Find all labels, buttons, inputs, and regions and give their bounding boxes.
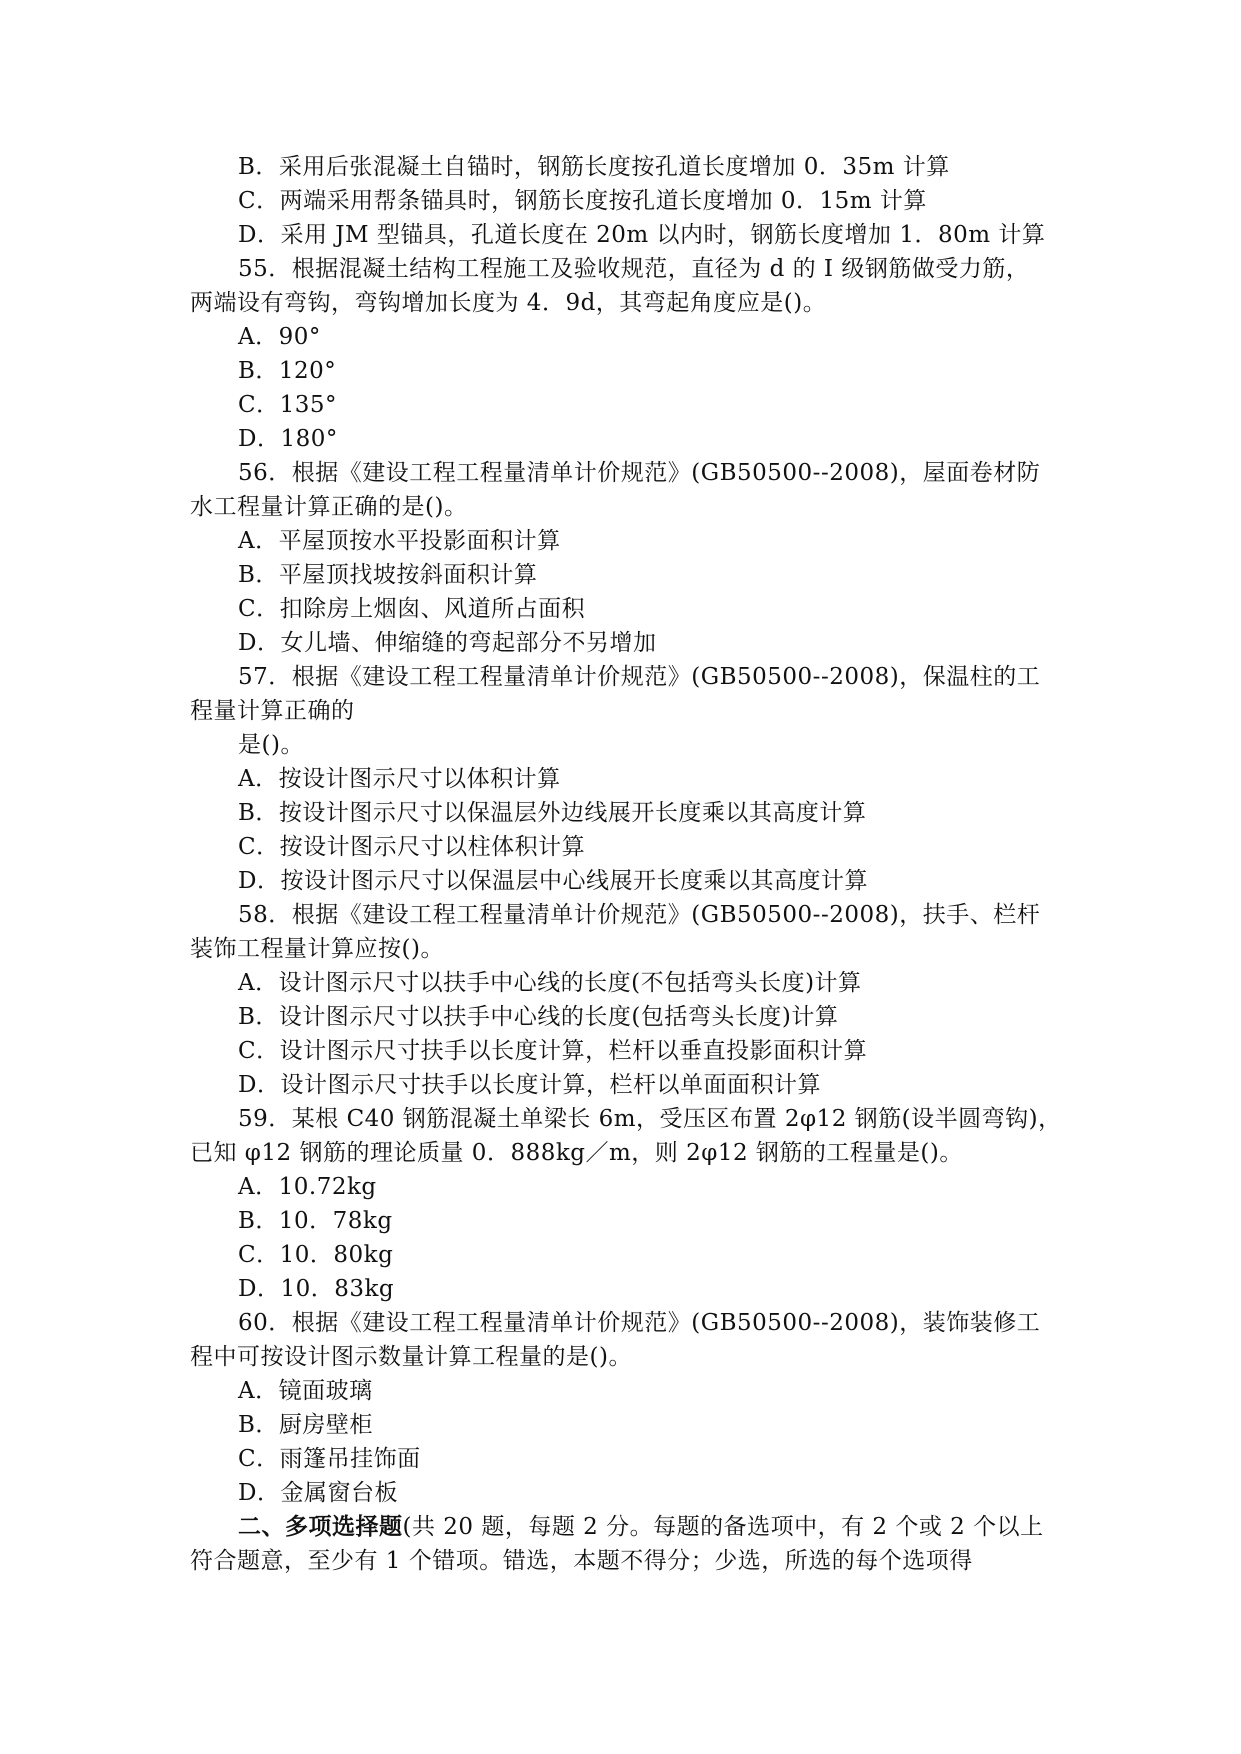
option-59-b: B．10．78kg (238, 1208, 393, 1234)
question-58-stem-cont: 装饰工程量计算应按()。 (190, 936, 444, 962)
option-59-a: A．10.72kg (238, 1174, 377, 1200)
question-58-stem: 58．根据《建设工程工程量清单计价规范》(GB50500--2008)，扶手、栏杆 (238, 902, 1041, 928)
option-59-c: C．10．80kg (238, 1242, 394, 1268)
document-body (190, 150, 1070, 1578)
question-56-stem: 56．根据《建设工程工程量清单计价规范》(GB50500--2008)，屋面卷材防 (238, 460, 1041, 486)
option-54-b: B．采用后张混凝土自锚时，钢筋长度按孔道长度增加 0．35m 计算 (238, 154, 950, 180)
question-55-stem-cont: 两端设有弯钩，弯钩增加长度为 4．9d，其弯起角度应是()。 (190, 290, 827, 316)
option-55-a: A．90° (238, 324, 321, 350)
option-58-c: C．设计图示尺寸扶手以长度计算，栏杆以垂直投影面积计算 (238, 1038, 868, 1064)
section-heading-line (190, 1510, 1070, 1544)
option-55-d: D．180° (238, 426, 338, 452)
question-60-stem-cont: 程中可按设计图示数量计算工程量的是()。 (190, 1344, 632, 1370)
option-57-b: B．按设计图示尺寸以保温层外边线展开长度乘以其高度计算 (238, 800, 867, 826)
option-56-d: D．女儿墙、伸缩缝的弯起部分不另增加 (238, 630, 657, 656)
option-57-c: C．按设计图示尺寸以柱体积计算 (238, 834, 586, 860)
option-60-d: D．金属窗台板 (238, 1480, 398, 1506)
option-60-a: A．镜面玻璃 (238, 1378, 373, 1404)
question-56-stem-cont: 水工程量计算正确的是()。 (190, 494, 468, 520)
option-58-a: A．设计图示尺寸以扶手中心线的长度(不包括弯头长度)计算 (238, 970, 862, 996)
option-59-d: D．10．83kg (238, 1276, 395, 1302)
section-instructions: (共 20 题，每题 2 分。每题的备选项中，有 2 个或 2 个以上 (402, 1514, 1044, 1540)
question-57-stem-end: 是()。 (238, 732, 304, 758)
question-59-stem-cont: 已知 φ12 钢筋的理论质量 0．888kg／m，则 2φ12 钢筋的工程量是()。 (190, 1140, 963, 1166)
question-55-stem: 55．根据混凝土结构工程施工及验收规范，直径为 d 的 I 级钢筋做受力筋， (238, 256, 1030, 282)
option-58-b: B．设计图示尺寸以扶手中心线的长度(包括弯头长度)计算 (238, 1004, 839, 1030)
option-56-b: B．平屋顶找坡按斜面积计算 (238, 562, 538, 588)
option-57-d: D．按设计图示尺寸以保温层中心线展开长度乘以其高度计算 (238, 868, 868, 894)
question-57-stem-cont: 程量计算正确的 (190, 698, 355, 724)
question-59-stem: 59．某根 C40 钢筋混凝土单梁长 6m，受压区布置 2φ12 钢筋(设半圆弯钩)， (238, 1106, 1062, 1132)
option-55-c: C．135° (238, 392, 337, 418)
question-57-stem: 57．根据《建设工程工程量清单计价规范》(GB50500--2008)，保温柱的工 (238, 664, 1041, 690)
option-54-d: D．采用 JM 型锚具，孔道长度在 20m 以内时，钢筋长度增加 1．80m 计算 (238, 222, 1046, 248)
option-57-a: A．按设计图示尺寸以体积计算 (238, 766, 561, 792)
option-60-c: C．雨篷吊挂饰面 (238, 1446, 421, 1472)
section-title: 二、多项选择题 (238, 1513, 403, 1540)
section-instructions-cont: 符合题意，至少有 1 个错项。错选，本题不得分；少选，所选的每个选项得 (190, 1548, 973, 1574)
option-60-b: B．厨房壁柜 (238, 1412, 373, 1438)
option-58-d: D．设计图示尺寸扶手以长度计算，栏杆以单面面积计算 (238, 1072, 821, 1098)
option-56-c: C．扣除房上烟囱、风道所占面积 (238, 596, 586, 622)
question-60-stem: 60．根据《建设工程工程量清单计价规范》(GB50500--2008)，装饰装修工 (238, 1310, 1041, 1336)
option-54-c: C．两端采用帮条锚具时，钢筋长度按孔道长度增加 0．15m 计算 (238, 188, 927, 214)
option-56-a: A．平屋顶按水平投影面积计算 (238, 528, 561, 554)
option-55-b: B．120° (238, 358, 337, 384)
